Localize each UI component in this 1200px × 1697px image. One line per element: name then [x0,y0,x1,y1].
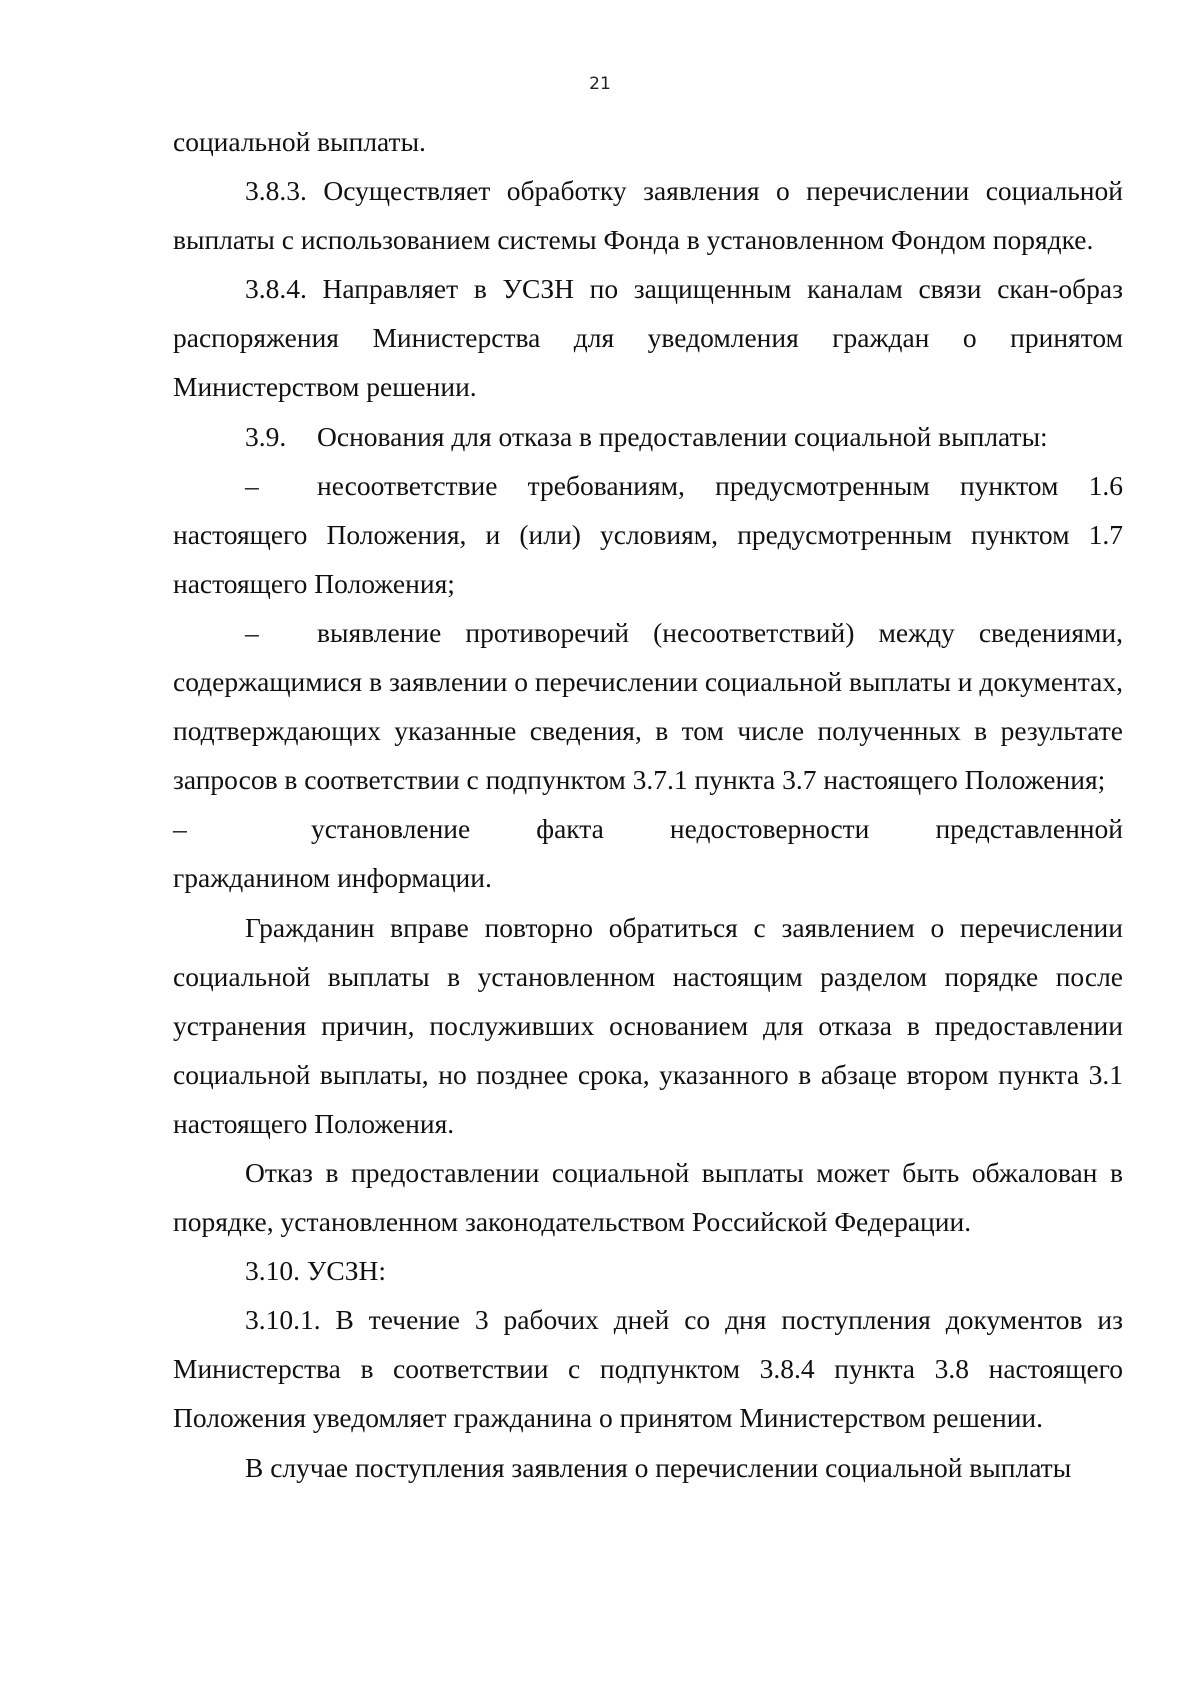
list-item-text: несоответствие требованиям, предусмотренным пунктом 1.6 настоящего Положения, и (или) условиям, предусмотренным пунктом 1.7 настоящего Положения; [173,469,1123,599]
list-item-grounds-1 [173,461,1123,608]
list-item-grounds-2 [173,608,1123,804]
clause-number: 3.9. [245,420,287,452]
clause-text: Основания для отказа в предоставлении социальной выплаты: [317,420,1048,452]
list-item-word: недостоверности [669,813,870,845]
paragraph-3-8-4: 3.8.4. Направляет в УСЗН по защищенным каналам связи скан-образ распоряжения Министерства для уведомления граждан о принятом Министерством решении. [173,273,1123,403]
paragraph-3-9 [173,412,1123,461]
dash-marker: – [245,616,259,648]
paragraph-3-10-1: 3.10.1. В течение 3 рабочих дней со дня поступления документов из Министерства в соответствии с подпунктом 3.8.4 пункта 3.8 настоящего Положения уведомляет гражданина о принятом Министерством решении. [173,1304,1123,1434]
dash-marker: – [173,813,187,845]
list-item-grounds-3 [173,804,1123,902]
list-item-text: гражданином информации. [173,862,492,894]
page-number: 21 [589,74,611,94]
paragraph-3-8-3: 3.8.3. Осуществляет обработку заявления о перечислении социальной выплаты с использованием системы Фонда в установленном Фондом порядке. [173,175,1123,256]
paragraph-appeal: Отказ в предоставлении социальной выплаты может быть обжалован в порядке, установленном законодательством Российской Федерации. [173,1156,1123,1238]
paragraph-reapply: Гражданин вправе повторно обратиться с заявлением о перечислении социальной выплаты в установленном настоящим разделом порядке после устранения причин, послуживших основанием для отказа в предоставлении социальной выплаты, но позднее срока, указанного в абзаце втором пункта 3.1 настоящего Положения. [173,911,1123,1139]
dash-marker: – [245,469,259,501]
paragraph-3-10: 3.10. УСЗН: [245,1255,386,1287]
list-item-text: выявление противоречий (несоответствий) между сведениями, содержащимися в заявлении о перечислении социальной выплаты и документах, подтверждающих указанные сведения, в том числе полученных в результате запросов в соответствии с подпунктом 3.7.1 пункта 3.7 настоящего Положения; [173,616,1123,796]
list-item-word: установление [311,813,471,845]
list-item-word: факта [536,813,604,845]
paragraph-continuation: социальной выплаты. [173,126,426,157]
list-item-word: представленной [935,813,1123,845]
paragraph-case: В случае поступления заявления о перечислении социальной выплаты [245,1451,1072,1483]
document-body [173,117,1123,1492]
